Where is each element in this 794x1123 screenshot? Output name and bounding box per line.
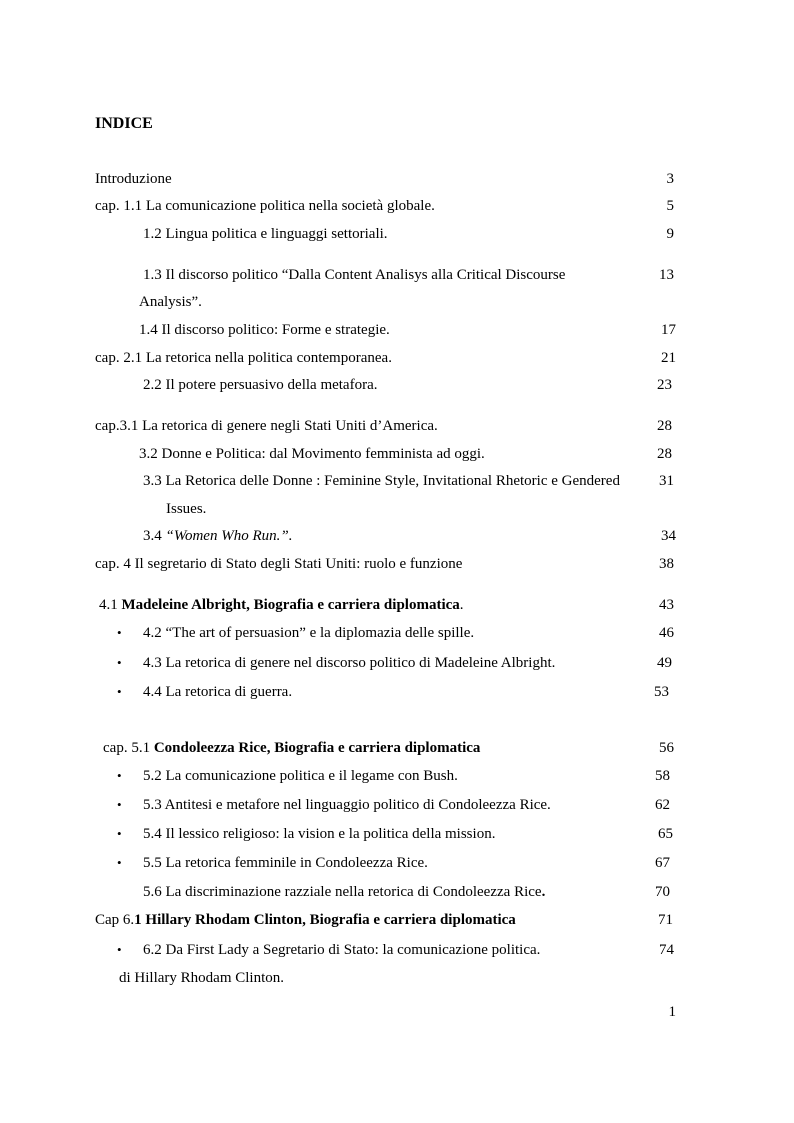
toc-entry-text [95,911,516,929]
toc-entry-text [143,527,292,545]
bullet-icon: • [117,855,122,870]
bullet-icon: • [117,768,122,783]
toc-entry-page: 53 [654,684,669,700]
toc-entry-main: 5.6 La discriminazione razziale nella retorica di Condoleezza Rice [143,884,542,900]
toc-entry-text: cap.3.1 La retorica di genere negli Stati Uniti d’America. [95,418,438,434]
bullet-icon: • [117,625,122,640]
toc-entry-text: 2.2 Il potere persuasivo della metafora. [143,377,378,393]
page-title: INDICE [95,115,153,132]
toc-entry-text: 4.2 “The art of persuasion” e la diplomazia delle spille. [143,625,475,641]
toc-entry-text: 4.4 La retorica di guerra. [143,684,293,700]
toc-entry-page: 62 [655,797,670,813]
toc-entry-page: 34 [661,528,676,544]
toc-entry-page: 49 [657,655,672,671]
page-number: 1 [668,1004,676,1020]
toc-entry-text: Introduzione [95,171,172,187]
toc-entry-text: 1.2 Lingua politica e linguaggi settoriali. [143,226,388,242]
toc-entry-page: 28 [657,418,672,434]
toc-entry-page: 58 [655,768,670,784]
toc-entry-text: 4.3 La retorica di genere nel discorso politico di Madeleine Albright. [143,655,556,671]
toc-entry-text: Analysis”. [139,294,202,310]
toc-entry-page: 5 [666,198,674,214]
toc-entry-page: 43 [659,597,674,613]
toc-entry-page: 74 [659,942,674,958]
toc-entry-bold: Madeleine Albright, Biografia e carriera diplomatica [121,597,460,613]
toc-entry-page: 71 [658,912,673,928]
toc-entry-text: di Hillary Rhodam Clinton. [119,970,284,986]
toc-entry-bold: Condoleezza Rice, Biografia e carriera diplomatica [153,740,481,756]
toc-entry-page: 56 [659,740,674,756]
toc-entry-number: cap. 5.1 [103,740,154,756]
toc-entry-page: 67 [655,855,670,871]
toc-entry-text: cap. 2.1 La retorica nella politica contemporanea. [95,350,392,366]
toc-entry-text [103,739,480,757]
toc-entry-page: 38 [659,556,674,572]
toc-entry-suffix: . [459,597,464,613]
toc-entry-page: 65 [658,826,673,842]
toc-entry-bold: 1 Hillary Rhodam Clinton, Biografia e carriera diplomatica [134,912,516,928]
toc-entry-number: 4.1 [99,597,122,613]
toc-entry-page: 3 [666,171,674,187]
toc-entry-text: 5.5 La retorica femminile in Condoleezza Rice. [143,855,428,871]
toc-entry-number: Cap 6. [95,912,135,928]
toc-entry-text: Issues. [166,501,207,517]
bullet-icon: • [117,655,122,670]
toc-entry-text: cap. 4 Il segretario di Stato degli Stati Uniti: ruolo e funzione [95,556,463,572]
toc-entry-page: 9 [666,226,674,242]
toc-entry-text: 5.3 Antitesi e metafore nel linguaggio politico di Condoleezza Rice. [143,797,551,813]
toc-entry-text: 5.4 Il lessico religioso: la vision e la politica della mission. [143,826,496,842]
toc-entry-text: 5.2 La comunicazione politica e il legame con Bush. [143,768,458,784]
toc-entry-page: 70 [655,884,670,900]
toc-entry-text [143,883,545,901]
toc-entry-page: 17 [661,322,676,338]
toc-entry-text: 1.4 Il discorso politico: Forme e strategie. [139,322,390,338]
toc-entry-page: 13 [659,267,674,283]
bullet-icon: • [117,797,122,812]
toc-entry-page: 28 [657,446,672,462]
toc-entry-text: 1.3 Il discorso politico “Dalla Content Analisys alla Critical Discourse [143,267,566,283]
toc-entry-number: 3.4 [143,528,166,544]
bullet-icon: • [117,942,122,957]
bullet-icon: • [117,684,122,699]
toc-entry-text: 3.3 La Retorica delle Donne : Feminine Style, Invitational Rhetoric e Gendered [143,473,620,489]
toc-entry-text [99,596,464,614]
toc-entry-page: 46 [659,625,674,641]
bullet-icon: • [117,826,122,841]
toc-entry-page: 23 [657,377,672,393]
toc-entry-text: 3.2 Donne e Politica: dal Movimento femminista ad oggi. [139,446,485,462]
toc-entry-bold: . [541,884,546,900]
toc-entry-text: 6.2 Da First Lady a Segretario di Stato: la comunicazione politica. [143,942,541,958]
toc-entry-text: cap. 1.1 La comunicazione politica nella società globale. [95,198,435,214]
toc-entry-page: 31 [659,473,674,489]
toc-entry-italic: “Women Who Run.”. [165,528,293,544]
toc-entry-page: 21 [661,350,676,366]
